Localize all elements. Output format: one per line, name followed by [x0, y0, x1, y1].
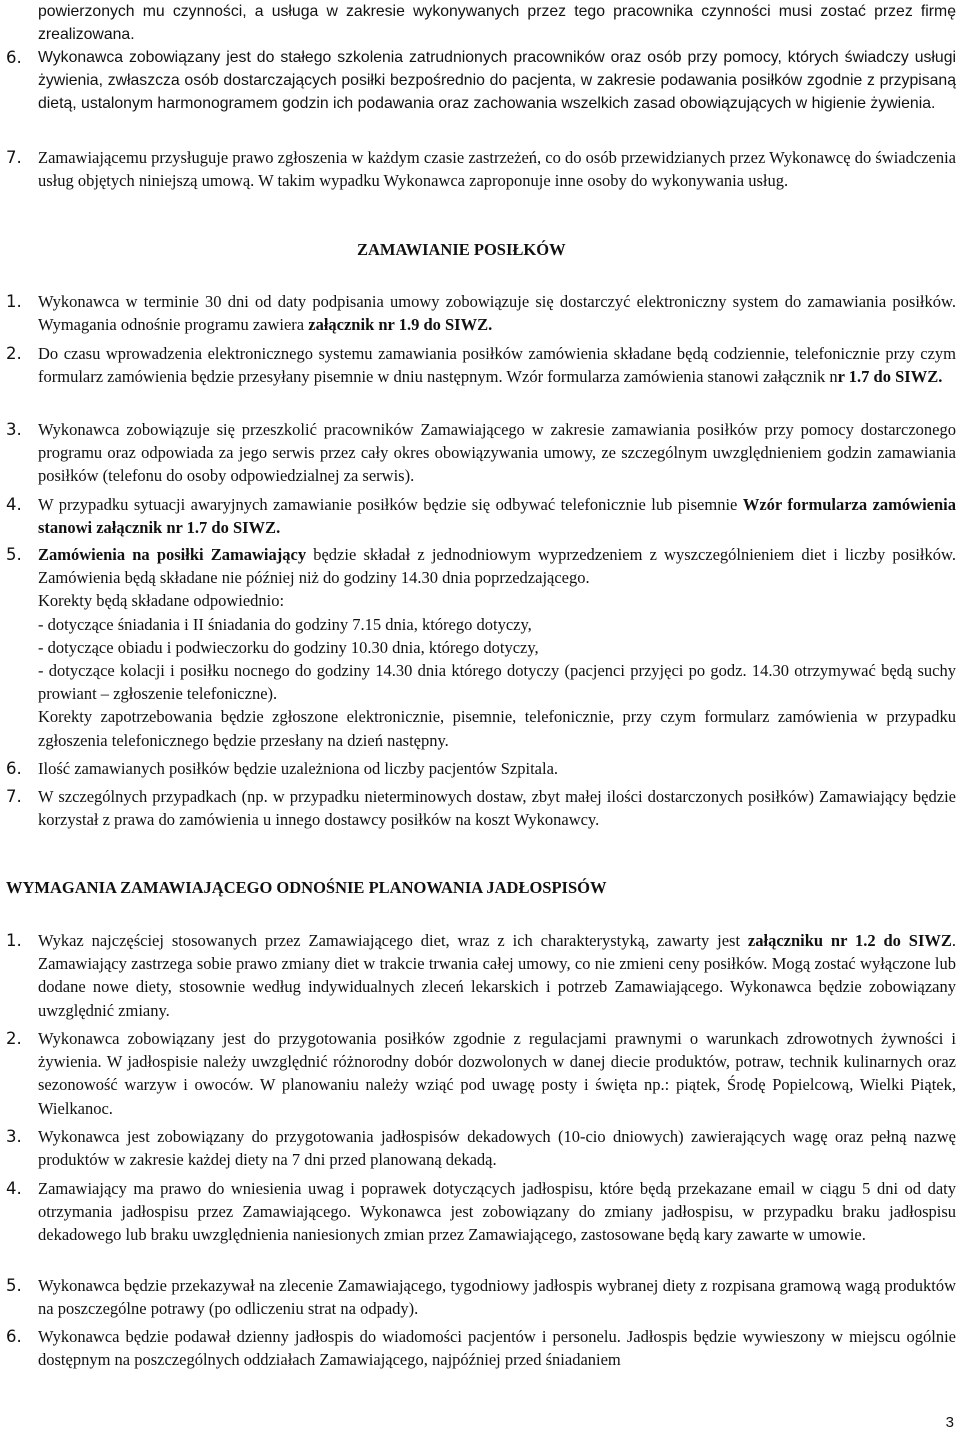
item-number: 7.	[6, 787, 22, 806]
item-number: 2.	[6, 1029, 22, 1048]
section-heading-menus: WYMAGANIA ZAMAWIAJĄCEGO ODNOŚNIE PLANOWANIA JADŁOSPISÓW	[6, 878, 607, 897]
item-text-bold: Wzór formularza zamówienia stanowi załącznik nr 1.7 do SIWZ.	[38, 495, 956, 538]
item-number: 2.	[6, 344, 22, 363]
list-item	[6, 543, 956, 752]
list-item	[6, 493, 956, 539]
item-text: Wykonawca jest zobowiązany do przygotowania jadłospisów dekadowych (10-cio dniowych) zawierających wagę oraz pełną nazwę produktów w zakresie każdej diety na 7 dni przed planowaną dekadą.	[38, 1127, 956, 1170]
item-text: Zamawiającemu przysługuje prawo zgłoszenia w każdym czasie zastrzeżeń, co do osób przewidzianych przez Wykonawcę do świadczenia usług objętych niniejszą umową. W takim wypadku Wykonawca zaproponuje inne osoby do wykonywania usług.	[38, 148, 956, 191]
item-text: Wykonawca będzie przekazywał na zlecenie Zamawiającego, tygodniowy jadłospis wybranej diety z rozpisana gramową wagą produktów na poszczególne potrawy (po odliczeniu strat na odpady).	[38, 1276, 956, 1319]
list-item	[6, 290, 956, 336]
item-number: 6.	[6, 1327, 22, 1346]
item-number: 3.	[6, 1127, 22, 1146]
page-number: 3	[945, 1414, 954, 1431]
correction-line: - dotyczące kolacji i posiłku nocnego do godziny 14.30 dnia którego dotyczy (pacjenci przyjęci po godz. 14.30 otrzymywać będą suchy prowiant – zgłoszenie telefoniczne).	[38, 661, 956, 704]
item-number: 5.	[6, 1276, 22, 1295]
item-text: W szczególnych przypadkach (np. w przypadku nieterminowych dostaw, zbyt małej ilości dostarczonych posiłków) Zamawiający będzie korzystał z prawa do zamówienia u innego dostawcy posiłków na koszt Wykonawcy.	[38, 787, 956, 830]
item-number: 3.	[6, 420, 22, 439]
list-item	[6, 418, 956, 488]
section-heading-ordering: ZAMAWIANIE POSIŁKÓW	[357, 240, 566, 259]
list-item	[6, 46, 956, 116]
item-text-bold: Zamówienia na posiłki Zamawiający	[38, 545, 307, 564]
item-text: Ilość zamawianych posiłków będzie uzależniona od liczby pacjentów Szpitala.	[38, 759, 559, 778]
item-text-bold: r 1.7 do SIWZ.	[837, 367, 943, 387]
list-item	[6, 785, 956, 831]
item-number: 4.	[6, 495, 22, 514]
correction-line: - dotyczące obiadu i podwieczorku do godziny 10.30 dnia, którego dotyczy,	[38, 637, 539, 657]
item-text	[38, 929, 956, 1022]
item-text: Wykonawca będzie podawał dzienny jadłospis do wiadomości pacjentów i personelu. Jadłospis będzie wywieszony w miejscu ogólnie dostępnym na poszczególnych oddziałach Zamawiającego, najpóźniej przed śniadaniem	[38, 1327, 956, 1370]
correction-line: - dotyczące śniadania i II śniadania do godziny 7.15 dnia, którego dotyczy,	[38, 614, 532, 634]
continuation-text: powierzonych mu czynności, a usługa w zakresie wykonywanych przez tego pracownika czynności musi zostać przez firmę zrealizowana.	[38, 3, 956, 44]
item-number: 1.	[6, 931, 22, 950]
item-number: 6.	[6, 759, 22, 778]
item-text-bold: załącznik nr 1.9 do SIWZ.	[308, 315, 493, 335]
item-text-body: będzie składał z jednodniowym wyprzedzeniem z wyszczególnieniem diet i liczby posiłków. Zamówienia będą składane nie później niż do godziny 14.30 dnia poprzedzającego.	[38, 545, 956, 588]
item-text: Wykonawca zobowiązany jest do przygotowania posiłków zgodnie z regulacjami prawnymi o warunkach zdrowotnych żywności i żywienia. W jadłospisie należy uwzględnić różnorodny dobór dozwolonych w danej diecie produktów, potraw, technik kulinarnych oraz sezonowość warzyw i owoców. W planowaniu należy wziąć pod uwagę posty i święta np.: piątek, Środę Popielcową, Wielki Piątek, Wielkanoc.	[38, 1029, 956, 1118]
list-item	[6, 342, 956, 388]
item-text: Wykonawca zobowiązany jest do stałego szkolenia zatrudnionych pracowników oraz osób przy pomocy, których świadczy usługi żywienia, zwłaszcza osób dostarczających posiłki bezpośrednio do pacjenta, w zakresie podawania posiłków zgodnie z przypisaną dietą, ustalonym harmonogramem godzin ich podawania oraz zachowania wszelkich zasad obowiązujących w higienie żywienia.	[38, 49, 956, 113]
list-item	[6, 929, 956, 1022]
item-text-body: Wykaz najczęściej stosowanych przez Zamawiającego diet, wraz z ich charakterystyką, zawarty jest	[38, 931, 748, 950]
list-item	[6, 1027, 956, 1120]
item-number: 6.	[6, 48, 22, 67]
list-item	[6, 757, 956, 780]
list-item	[6, 1325, 956, 1371]
item-text-body: Wykonawca w terminie 30 dni od daty podpisania umowy zobowiązuje się dostarczyć elektroniczny system do zamawiania posiłków. Wymagania odnośnie programu zawiera	[38, 292, 956, 335]
list-item	[6, 1125, 956, 1171]
item-text	[38, 290, 956, 336]
item-text-bold: załączniku nr 1.2 do SIWZ	[747, 931, 952, 950]
corrections-closing: Korekty zapotrzebowania będzie zgłoszone elektronicznie, pisemnie, telefonicznie, przy czym formularz zamówienia w przypadku zgłoszenia telefonicznego będzie przesłany na dzień następny.	[38, 707, 956, 750]
item-number: 7.	[6, 148, 22, 167]
corrections-intro: Korekty będą składane odpowiednio:	[38, 591, 285, 611]
item-text	[38, 342, 956, 388]
item-text: Zamawiający ma prawo do wniesienia uwag i poprawek dotyczących jadłospisu, które będą przekazane email w ciągu 5 dni od daty otrzymania jadłospisu przez Zamawiającego. Wykonawca jest zobowiązany do zmiany jadłospisu, w przypadku braku jadłospisu dekadowego lub braku uwzględnienia naniesionych zmian przez Zamawiającego, zastosowane będą kary zawarte w umowie.	[38, 1179, 956, 1245]
continuation-paragraph	[6, 0, 956, 46]
item-number: 1.	[6, 292, 22, 311]
item-text: Wykonawca zobowiązuje się przeszkolić pracowników Zamawiającego w zakresie zamawiania posiłków przy pomocy dostarczonego programu oraz odpowiada za jego serwis przez cały okres obowiązywania umowy, ze szczególnym uwzględnieniem godzin zamawiania posiłków (telefonu do osoby odpowiedzialnej za serwis).	[38, 420, 956, 486]
list-item	[6, 146, 956, 192]
item-text	[38, 493, 956, 539]
item-text-body: Do czasu wprowadzenia elektronicznego systemu zamawiania posiłków zamówienia składane będą codziennie, telefonicznie przy czym formularz zamówienia będzie przesyłany pisemnie w dniu następnym. Wzór formularza zamówienia stanowi załącznik n	[38, 344, 956, 387]
item-text-body-2: . Zamawiający zastrzega sobie prawo zmiany diet w trakcie trwania całej umowy, co nie zmieni ceny posiłków. Mogą zostać wyłączone lub dodane nowe diety, stosownie według indywidualnych zleceń lekarskich i potrzeb Zamawiającego. Wykonawca będzie zobowiązany uwzględnić zmiany.	[38, 931, 956, 1020]
item-text	[38, 543, 956, 589]
list-item	[6, 1177, 956, 1247]
list-item	[6, 1274, 956, 1320]
item-number: 4.	[6, 1179, 22, 1198]
item-text-body: W przypadku sytuacji awaryjnych zamawianie posiłków będzie się odbywać telefonicznie lub pisemnie	[38, 495, 743, 514]
item-number: 5.	[6, 545, 22, 564]
